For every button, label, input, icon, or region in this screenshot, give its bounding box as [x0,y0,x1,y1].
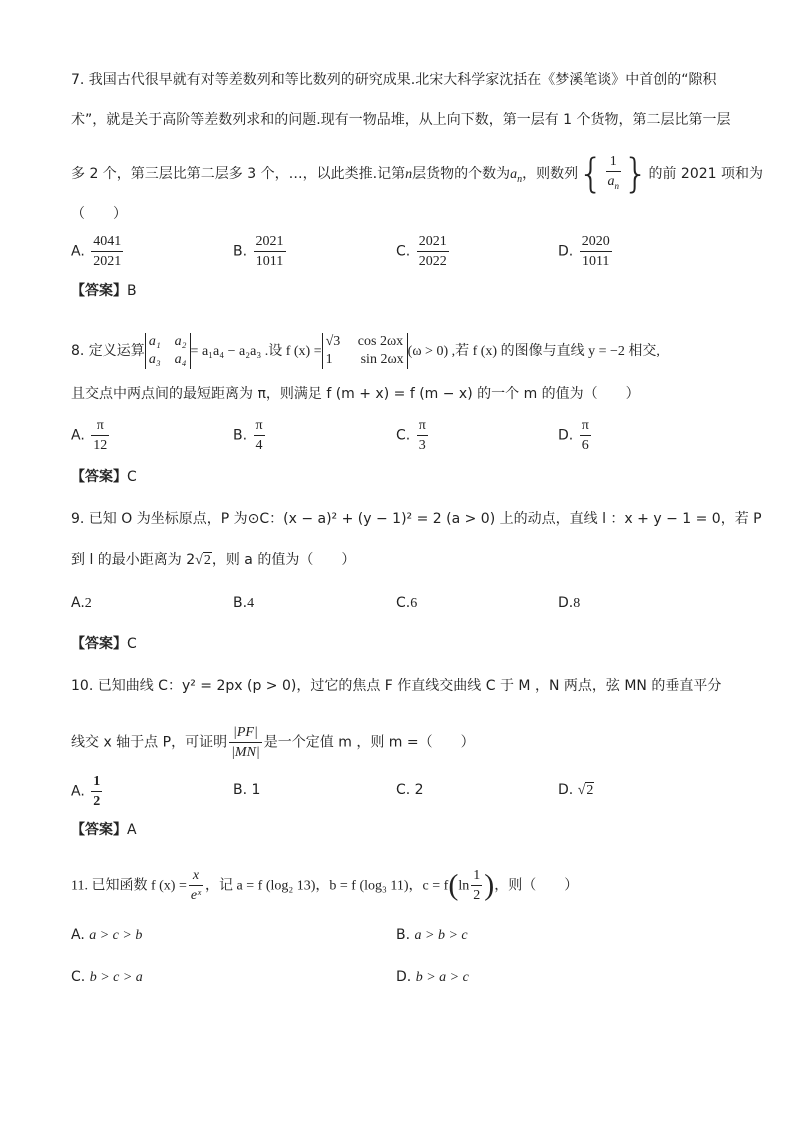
q9-answer: 【答案】C [71,636,137,652]
q10-option-b[interactable]: B. 1 [233,782,261,798]
q7-paren: （ ） [71,206,127,222]
q8-line-2: 且交点中两点间的最短距离为 π，则满足 f (m + x) = f (m − x) 的一个 m 的值为（ ） [71,386,640,402]
q11-option-d[interactable]: D. b > a > c [396,969,469,985]
q7-var-n: n [405,166,413,182]
q7-line-3 [71,152,763,196]
q8-answer: 【答案】C [71,469,137,485]
q10-ratio-fraction: $\frac{|PF|}{|MN|}$ [231,725,260,760]
q10-line-2: 线交 x 轴于点 P，可证明 $\frac{|PF|}{|MN|}$ 是一个定值 m ，则 m =（ ） [71,725,475,760]
q7-right-brace: } [623,150,649,197]
q9-option-b[interactable]: B.4 [233,595,255,611]
q8-determinant-definition: a₁ a₂ a₃ a₄ [145,333,191,369]
q9-option-d[interactable]: D.8 [558,595,581,611]
q7-option-b[interactable]: B. $\frac{2021}{1011}$ [233,234,284,269]
q11-option-c[interactable]: C. b > c > a [71,969,143,985]
q8-determinant-function: √3 cos 2ωx 1 sin 2ωx [322,333,408,369]
q7-line-2: 术”，就是关于高阶等差数列求和的问题.现有一物品堆，从上向下数，第一层有 1 个货物，第二层比第一层 [71,112,731,128]
q11-option-b[interactable]: B. a > b > c [396,927,468,943]
q7-line-1: 7. 我国古代很早就有对等差数列和等比数列的研究成果.北宋大科学家沈括在《梦溪笔谈》中首创的“隙积 [71,72,717,88]
q10-option-c[interactable]: C. 2 [396,782,424,798]
q7-answer: 【答案】B [71,283,137,299]
q8-option-b[interactable]: B. $\frac{\pi}{4}$ [233,418,263,453]
q10-option-d[interactable]: D. √2 [558,782,594,798]
q8-option-d[interactable]: D. $\frac{\pi}{6}$ [558,418,589,453]
q7-line-3-text-b: 层货物的个数为 [412,165,511,182]
q7-sequence-fraction: $\frac{1}{a_n}$ [607,154,620,191]
q9-option-a[interactable]: A.2 [71,595,92,611]
q9-sqrt: √2 [195,553,211,568]
q7-line-3-text-d: 的前 2021 项和为 [648,165,764,182]
q9-line-2: 到 l 的最小距离为 2√2，则 a 的值为（ ） [71,552,356,568]
q8-option-a[interactable]: A. $\frac{\pi}{12}$ [71,418,108,453]
q7-line-3-text-a: 多 2 个，第三层比第二层多 3 个，…，以此类推.记第 [71,165,406,182]
q7-option-d[interactable]: D. $\frac{2020}{1011}$ [558,234,610,269]
q10-option-a[interactable]: A. $\frac{1}{2}$ [71,774,101,809]
q7-option-a[interactable]: A. $\frac{4041}{2021}$ [71,234,122,269]
q11-line-1: 11. 已知函数 f (x) = $\frac{x}{\text{eˣ}}$ ，记 a = f (log₂ 13)，b = f (log₃ 11)，c = f(ln $\frac{1}{2}$ )，则（ ） [71,868,579,903]
q11-option-a[interactable]: A. a > c > b [71,927,143,943]
q8-line-1: 8. 定义运算 a₁ a₂ a₃ a₄ = a₁a₄ − a₂a₃ .设 f (x) = √3 cos 2ωx 1 sin 2ωx (ω > 0) ,若 f (x) 的图像与直线 y = −2 相交, [71,334,660,367]
q10-line-1: 10. 已知曲线 C：y² = 2px (p > 0)，过它的焦点 F 作直线交曲线 C 于 M ，N 两点，弦 MN 的垂直平分 [71,678,722,694]
q10-answer: 【答案】A [71,822,137,838]
q7-option-c[interactable]: C. $\frac{2021}{2022}$ [396,234,447,269]
q8-option-c[interactable]: C. $\frac{\pi}{3}$ [396,418,426,453]
q7-left-brace: { [578,150,604,197]
q7-var-an: $a_n$ [510,166,523,185]
q9-option-c[interactable]: C.6 [396,595,418,611]
q9-line-1: 9. 已知 O 为坐标原点，P 为⊙C：(x − a)² + (y − 1)² = 2 (a > 0) 上的动点，直线 l ：x + y − 1 = 0，若 P [71,511,762,527]
q7-line-3-text-c: ，则数列 [522,165,579,182]
q11-function-fraction: $\frac{x}{\text{eˣ}}$ [190,868,202,903]
